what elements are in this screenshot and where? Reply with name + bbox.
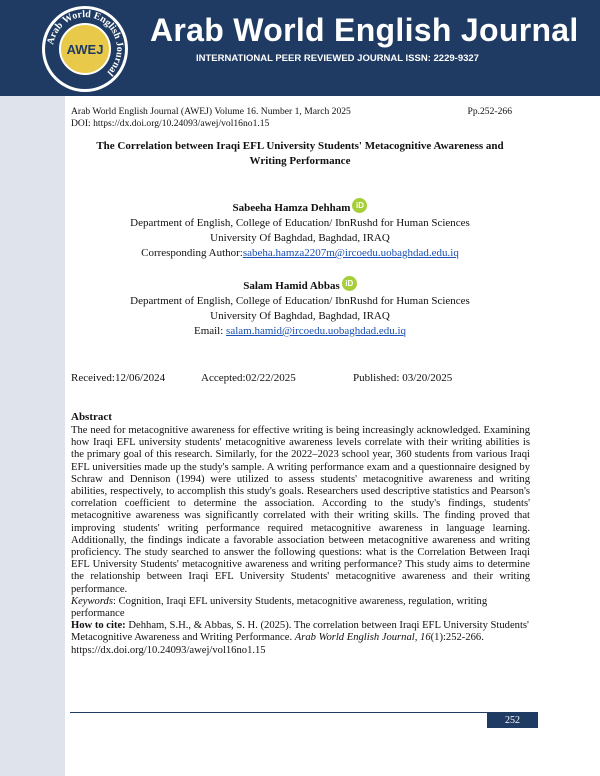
author-1-contact-label: Corresponding Author: (141, 247, 243, 259)
author-1-name: Sabeeha Hamza Dehham (232, 202, 351, 214)
abstract-text: The need for metacognitive awareness for effective writing is being increasingly acknowledged. Examining how Iraqi EFL university students' metacognitive awareness levels correlate with their writing abilities is the primary goal of this research. Similarly, for the 2022–2023 school year, 360 students from various Iraqi EFL universities made up the study's sample. A writing performance exam and a questionnaire designed by Schraw and Dennison (1994) were utilized to assess students' metacognitive awareness and writing abilities, respectively, to accomplish this study's goals. Researchers used descriptive statistics and Pearson's correlation coefficient to determine the association. According to the study's findings, students' metacognitive awareness was significantly correlated with their writing skills. The finding proved that improving students' writing performance required metacognitive awareness in language learning. Additionally, the findings indicate a favorable association between metacognitive awareness and writing proficiency. The study searched to answer the following questions: what is the Correlation Between Iraqi EFL University Students' metacognitive awareness and writing performance? This study aims to determine the relationship between Iraqi EFL University Students' metacognitive awareness and their writing performance. (71, 425, 530, 595)
orcid-icon[interactable]: iD (342, 276, 357, 291)
journal-subtitle: INTERNATIONAL PEER REVIEWED JOURNAL ISSN: 2229-9327 (196, 53, 479, 64)
journal-header (0, 0, 600, 96)
author-1-email-link[interactable]: sabeha.hamza2207m@ircoedu.uobaghdad.edu.iq (242, 247, 459, 259)
author-2-email-link[interactable]: salam.hamid@ircoedu.uobaghdad.edu.iq (226, 325, 407, 337)
how-to-cite-tail: (1):252-266. https://dx.doi.org/10.24093/awej/vol16no1.15 (71, 632, 484, 656)
svg-text:Arab World English Journal: Arab World English Journal (45, 9, 125, 78)
author-2-name: Salam Hamid Abbas (243, 280, 340, 292)
how-to-cite-label: How to cite: (71, 620, 126, 632)
keywords-label: Keywords (71, 595, 113, 607)
accepted-date: Accepted:02/22/2025 (201, 372, 296, 384)
orcid-icon[interactable]: iD (352, 198, 367, 213)
author-1-block (70, 198, 530, 261)
received-date: Received:12/06/2024 (71, 372, 166, 384)
article-title-line-2: Writing Performance (249, 155, 351, 167)
page-range: Pp.252-266 (467, 106, 512, 117)
article-title-line-1: The Correlation between Iraqi EFL University Students' Metacognitive Awareness and (96, 140, 504, 152)
abstract-heading: Abstract (71, 411, 112, 423)
published-date: Published: 03/20/2025 (353, 372, 453, 384)
author-1-department: Department of English, College of Education/ IbnRushd for Human Sciences (130, 217, 470, 229)
journal-title: Arab World English Journal (150, 12, 579, 48)
how-to-cite-journal: Arab World English Journal, 16 (294, 632, 431, 644)
how-to-cite-text: Dehham, S.H., & Abbas, S. H. (2025). The correlation between Iraqi EFL University Students' Metacognitive Awareness and Writing Performance. (71, 620, 529, 644)
citation-line: Arab World English Journal (AWEJ) Volume 16. Number 1, March 2025 (71, 106, 351, 117)
author-2-contact-label: Email: (193, 325, 227, 337)
author-2-department: Department of English, College of Education/ IbnRushd for Human Sciences (130, 295, 470, 307)
author-2-university: University Of Baghdad, Baghdad, IRAQ (210, 310, 390, 322)
author-2-block (70, 276, 530, 339)
logo-center (59, 23, 111, 75)
journal-logo (42, 6, 128, 92)
side-stripe (0, 0, 65, 776)
abstract-section (71, 425, 530, 657)
author-1-university: University Of Baghdad, Baghdad, IRAQ (210, 232, 390, 244)
keywords-text: : Cognition, Iraqi EFL university Students, metacognitive awareness, regulation, writing performance (71, 595, 488, 620)
logo-abbreviation: AWEJ (66, 41, 104, 57)
footer-divider (70, 712, 538, 713)
page-number: 252 (487, 713, 538, 728)
doi-line: DOI: https://dx.doi.org/10.24093/awej/vol16no1.15 (71, 118, 270, 129)
article-title (70, 139, 530, 169)
